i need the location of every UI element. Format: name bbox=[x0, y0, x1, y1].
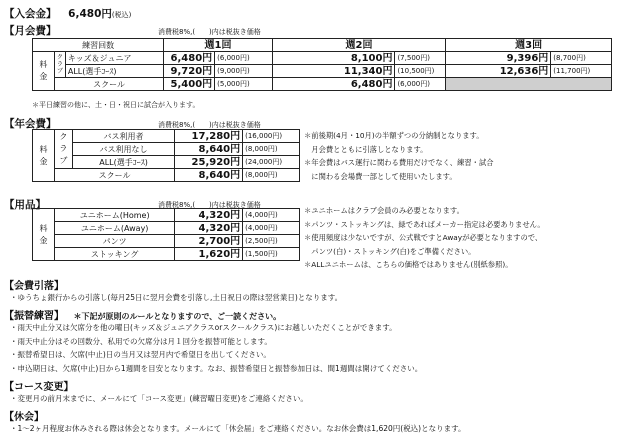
goods-note: ＊ユニホームはクラブ会員のみ必要となります。 bbox=[304, 206, 464, 215]
goods-price: 4,320円 bbox=[175, 222, 243, 235]
table-row bbox=[33, 143, 300, 156]
monthly-fee-title: 【月会費】 bbox=[4, 25, 57, 37]
price-sub: (16,000円) bbox=[243, 130, 300, 143]
row-name: ユニホーム(Home) bbox=[54, 209, 175, 222]
transfer-title-text: 【振替練習】 bbox=[4, 311, 64, 322]
price-sub: (8,000円) bbox=[243, 143, 300, 156]
annual-side-label: 料 金 bbox=[33, 130, 55, 182]
goods-note: ＊パンツ・ストッキングは、緑であればメーカー指定は必要ありません。 bbox=[304, 219, 545, 229]
row-name: ストッキング bbox=[54, 248, 175, 261]
transfer-title bbox=[4, 307, 281, 322]
annual-fee-title: 【年会費】 bbox=[4, 118, 57, 130]
price-sub: (9,000円) bbox=[215, 65, 273, 78]
price-w1: 9,720円 bbox=[164, 65, 215, 78]
price-sub: (6,000円) bbox=[215, 52, 273, 65]
annual-club-label: ク ラ ブ bbox=[54, 130, 72, 169]
monthly-tax-note: 消費税8%,( )内は税抜き価格 bbox=[158, 28, 261, 36]
annual-price: 8,640円 bbox=[175, 169, 243, 182]
price-w2: 11,340円 bbox=[272, 65, 395, 78]
price-w2: 8,100円 bbox=[272, 52, 395, 65]
header-w1: 週1回 bbox=[164, 39, 273, 52]
transfer-line: ・雨天中止分又は欠席分を他の曜日(キッズ＆ジュニアクラスorスクールクラス)にお越しいただくことができます。 bbox=[10, 323, 397, 332]
empty-cell bbox=[446, 78, 612, 91]
price-sub: (2,500円) bbox=[243, 235, 300, 248]
annual-note: 月会費とともに引落しとなります。 bbox=[304, 144, 428, 154]
goods-title: 【用品】 bbox=[4, 199, 46, 211]
entry-fee-title: 【入会金】 bbox=[4, 8, 57, 20]
entry-fee bbox=[4, 6, 131, 21]
price-sub: (24,000円) bbox=[243, 156, 300, 169]
price-w2: 6,480円 bbox=[272, 78, 395, 91]
header-w3: 週3回 bbox=[446, 39, 612, 52]
table-row bbox=[33, 235, 300, 248]
price-sub: (8,700円) bbox=[551, 52, 612, 65]
goods-notes bbox=[304, 204, 545, 272]
transfer-lines bbox=[10, 321, 422, 375]
price-sub: (4,000円) bbox=[243, 222, 300, 235]
price-w3: 9,396円 bbox=[446, 52, 551, 65]
goods-note: パンツ(白)・ストッキング(白)をご準備ください。 bbox=[304, 246, 476, 256]
goods-note: ＊ALLユニホームは、こちらの価格ではありません(別紙参照)。 bbox=[304, 260, 513, 269]
row-name: ユニホーム(Away) bbox=[54, 222, 175, 235]
goods-table bbox=[32, 208, 300, 261]
annual-note: ＊年会費はバス運行に関わる費用だけでなく、練習・試合 bbox=[304, 158, 494, 167]
price-sub: (4,000円) bbox=[243, 209, 300, 222]
table-row bbox=[33, 248, 300, 261]
table-row bbox=[33, 169, 300, 182]
debit-line: ・ゆうちょ銀行からの引落し(毎月25日に翌月会費を引落し,土日祝日の際は翌営業日)となります。 bbox=[10, 293, 343, 302]
table-row bbox=[33, 222, 300, 235]
transfer-line: ・雨天中止分はその回数分、私用での欠席分は月１回分を振替可能とします。 bbox=[10, 336, 272, 346]
price-sub: (5,000円) bbox=[215, 78, 273, 91]
price-sub: (1,500円) bbox=[243, 248, 300, 261]
course-line: ・変更月の前月末までに、メールにて「コース変更」(練習曜日変更)をご連絡ください。 bbox=[10, 394, 308, 403]
price-w1: 6,480円 bbox=[164, 52, 215, 65]
price-sub: (6,000円) bbox=[395, 78, 446, 91]
table-row bbox=[33, 78, 612, 91]
table-row bbox=[33, 52, 612, 65]
price-w1: 5,400円 bbox=[164, 78, 215, 91]
goods-tax-note: 消費税8%,( )内は税抜き価格 bbox=[158, 201, 261, 209]
entry-fee-tax: (税込) bbox=[111, 11, 132, 19]
price-sub: (7,500円) bbox=[395, 52, 446, 65]
monthly-club-label: ク ラ ブ bbox=[54, 52, 65, 78]
transfer-line: ・申込期日は、欠席(中止)日から1週間を目安となります。なお、振替希望日と振替参加日は、間1週間は開けてください。 bbox=[10, 363, 423, 373]
transfer-line: ・振替希望日は、欠席(中止)日の当月又は翌月内で希望日を出してください。 bbox=[10, 350, 271, 359]
table-row bbox=[33, 130, 300, 143]
course-title: 【コース変更】 bbox=[4, 382, 74, 393]
annual-price: 17,280円 bbox=[175, 130, 243, 143]
entry-fee-price: 6,480円 bbox=[68, 8, 112, 20]
monthly-footnote: ＊平日練習の他に、土・日・祝日に試合が入ります。 bbox=[32, 101, 200, 109]
price-sub: (10,500円) bbox=[395, 65, 446, 78]
row-name: パンツ bbox=[54, 235, 175, 248]
row-name: バス利用者 bbox=[72, 130, 174, 143]
transfer-subtitle: ＊下記が原則のルールとなりますので、ご一読ください。 bbox=[73, 312, 282, 321]
row-name: ALL(選手ｺｰｽ) bbox=[65, 65, 163, 78]
row-name: ALL(選手ｺｰｽ) bbox=[72, 156, 174, 169]
row-name: バス利用なし bbox=[72, 143, 174, 156]
annual-price: 25,920円 bbox=[175, 156, 243, 169]
count-label: 練習回数 bbox=[33, 39, 164, 52]
annual-note: に関わる会場費一部として使用いたします。 bbox=[304, 171, 457, 181]
price-sub: (11,700円) bbox=[551, 65, 612, 78]
annual-tax-note: 消費税8%,( )内は税抜き価格 bbox=[158, 121, 261, 129]
monthly-header-row bbox=[33, 39, 612, 52]
price-sub: (8,000円) bbox=[243, 169, 300, 182]
row-name: キッズ＆ジュニア bbox=[65, 52, 163, 65]
price-w3: 12,636円 bbox=[446, 65, 551, 78]
row-name: スクール bbox=[54, 78, 163, 91]
annual-note: ＊前後期(4月・10月)の半額ずつの分納制となります。 bbox=[304, 131, 484, 140]
monthly-fee-table bbox=[32, 38, 612, 91]
leave-title: 【休会】 bbox=[4, 412, 44, 423]
annual-fee-table bbox=[32, 129, 300, 182]
goods-note: ＊使用頻度は少ないですが、公式戦ですとAwayが必要となりますので、 bbox=[304, 233, 543, 242]
debit-title: 【会費引落】 bbox=[4, 281, 64, 292]
monthly-side-label: 料 金 bbox=[33, 52, 55, 91]
table-row bbox=[33, 156, 300, 169]
annual-price: 8,640円 bbox=[175, 143, 243, 156]
goods-price: 4,320円 bbox=[175, 209, 243, 222]
leave-line: ・1～2ヶ月程度お休みされる際は休会となります。メールにて「休会届」をご連絡ください。なお休会費は1,620円(税込)となります。 bbox=[10, 424, 466, 433]
goods-price: 2,700円 bbox=[175, 235, 243, 248]
table-row bbox=[33, 65, 612, 78]
goods-price: 1,620円 bbox=[175, 248, 243, 261]
annual-notes bbox=[304, 129, 494, 183]
table-row bbox=[33, 209, 300, 222]
row-name: スクール bbox=[54, 169, 174, 182]
goods-side-label: 料 金 bbox=[33, 209, 55, 261]
header-w2: 週2回 bbox=[272, 39, 446, 52]
